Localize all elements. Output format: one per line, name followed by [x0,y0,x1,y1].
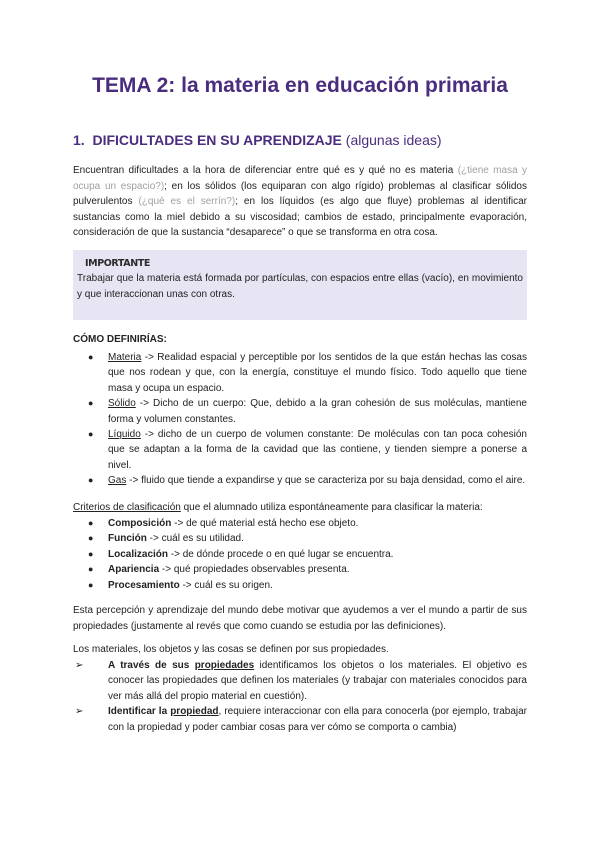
materials-term: propiedades [194,660,255,671]
list-item [73,516,527,531]
definition-text: -> dicho de un cuerpo de volumen constante: De moléculas con tan poca cohesión que se adaptan a la forma de la cavidad que las contiene, y tienden siempre a ponerse a nivel. [108,429,527,471]
list-item [73,704,527,735]
definition-term: Materia [108,352,142,363]
bullet-icon: ● [88,564,94,575]
criteria-text: -> de dónde procede o en qué lugar se encuentra. [168,548,394,560]
bullet-icon: ● [88,352,94,362]
materials-term: propiedad [170,706,219,718]
intro-text-2: ; en los sólidos (los equiparan con algo rígido) problemas al clasificar sólidos pulverulentos [73,180,527,208]
section-heading-bold: DIFICULTADES EN SU APRENDIZAJE [92,132,342,148]
criteria-term: Procesamiento [108,579,180,591]
criteria-intro-text: que el alumnado utiliza espontáneamente para clasificar la materia: [180,502,483,513]
intro-aside-1: (¿tiene masa y ocupa un espacio?) [73,165,528,192]
important-callout [73,250,527,320]
arrow-bullet-icon: ➢ [75,706,84,718]
criteria-text: -> cuál es su origen. [179,579,273,591]
criteria-term: Localización [108,548,169,560]
definition-text: -> Realidad espacial y perceptible por los sentidos de la que están hechas las cosas que nos rodean y que, con la energía, constituye el mundo físico. Todo aquello que tiene masa y ocupa un espacio. [108,352,527,394]
list-item [73,396,527,427]
materials-lead: Identificar la [108,706,171,718]
perception-paragraph: Esta percepción y aprendizaje del mundo debe motivar que ayudemos a ver el mundo a partir de sus propiedades (justamente al revés que como cuando se estudia por las definiciones). [73,605,527,632]
definition-text: -> Dicho de un cuerpo: Que, debido a la gran cohesión de sus moléculas, mantiene forma y volumen constantes. [108,398,527,425]
bullet-icon: ● [88,398,94,409]
criteria-intro [73,500,527,516]
materials-list [73,658,527,735]
list-item [73,531,527,546]
intro-paragraph [73,163,527,241]
intro-text-3: ; en los líquidos (es algo que fluye) problemas al identificar sustancias como la miel debido a su viscosidad; cambios de estado, principalmente evaporación, consideración de que la sustancia “desaparece” o que se transforma en otra cosa. [73,196,527,239]
criteria-term: Apariencia [108,564,160,576]
list-item [73,547,527,562]
section-number: 1. [73,132,85,148]
callout-text: Trabajar que la materia está formada por partículas, con espacios entre ellas (vacío), en movimiento y que interaccionan unas con otras. [77,273,523,300]
criteria-list [73,516,527,593]
bullet-icon: ● [88,475,94,486]
page-title: TEMA 2: la materia en educación primaria [92,74,508,97]
materials-intro: Los materiales, los objetos y las cosas se definen por sus propiedades. [73,644,389,655]
section-heading [73,132,442,148]
list-item [73,427,527,473]
definition-text: -> fluido que tiende a expandirse y que se caracteriza por su baja densidad, como el aire. [126,475,526,487]
intro-aside-2: (¿qué es el serrín?) [138,196,236,208]
definition-term: Sólido [108,398,136,410]
criteria-term: Función [108,533,147,545]
bullet-icon: ● [88,548,94,559]
materials-text: identificamos los objetos o los materiales. El objetivo es conocer las propiedades que definen los materiales (y trabajar con materiales conocidos para ver más allá del propio material en cuestión). [108,660,527,702]
materials-lead: A través de sus [108,660,195,671]
list-item [73,473,527,488]
criteria-text: -> qué propiedades observables presenta. [159,564,350,576]
callout-label: IMPORTANTE [85,258,150,269]
definition-term: Gas [108,475,127,487]
list-item [73,578,527,593]
definitions-list [73,350,527,489]
arrow-bullet-icon: ➢ [75,660,84,671]
criteria-term: Composición [108,518,172,529]
list-item [73,350,527,396]
section-heading-normal: (algunas ideas) [345,132,442,148]
bullet-icon: ● [88,518,94,528]
materials-text: , requiere interaccionar con ella para conocerla (por ejemplo, trabajar con la propiedad y poder cambiar cosas para ver cómo se comporta o cambia) [108,706,528,733]
list-item [73,658,527,704]
definition-term: Líquido [108,429,141,441]
bullet-icon: ● [88,533,94,544]
criteria-text: -> de qué material está hecho ese objeto. [171,518,359,529]
intro-text-1: Encuentran dificultades a la hora de diferenciar entre qué es y qué no es materia [73,165,454,176]
bullet-icon: ● [88,429,94,440]
criteria-intro-underlined: Criterios de clasificación [73,502,181,513]
criteria-text: -> cuál es su utilidad. [146,533,244,545]
bullet-icon: ● [88,579,94,590]
definitions-heading: CÓMO DEFINIRÍAS: [73,334,167,345]
list-item [73,562,527,577]
